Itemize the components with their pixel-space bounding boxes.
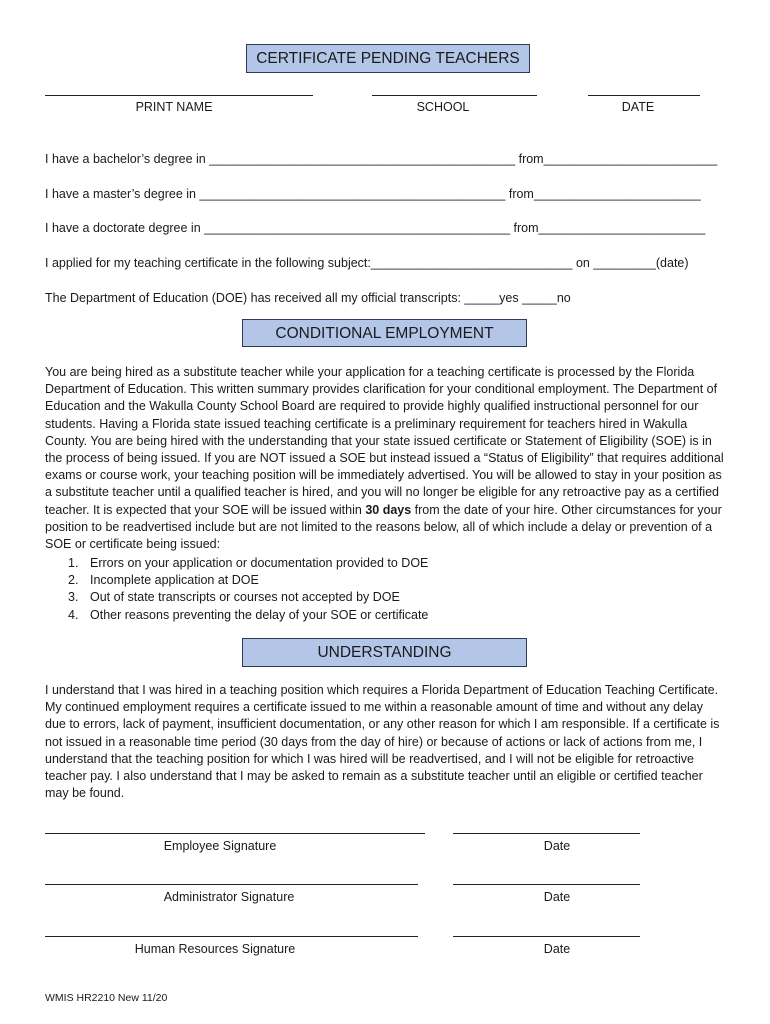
master-degree-field[interactable]: I have a master’s degree in ____________________________________________ from________________________: [45, 187, 701, 201]
school-line[interactable]: [372, 95, 537, 96]
administrator-date-label: Date: [543, 890, 571, 904]
administrator-date-line[interactable]: [453, 884, 640, 885]
list-item: 4. Other reasons preventing the delay of your SOE or certificate: [68, 607, 429, 622]
applied-subject-field[interactable]: I applied for my teaching certificate in the following subject:_____________________________ on _________(date): [45, 256, 689, 270]
hr-date-label: Date: [543, 942, 571, 956]
form-id-footer: WMIS HR2210 New 11/20: [45, 992, 168, 1004]
conditional-employment-text: [45, 364, 725, 553]
conditional-employment-heading: CONDITIONAL EMPLOYMENT: [242, 319, 527, 347]
conditional-text-part2: from the date of your hire. Other circumstances for your position to be readvertised include but are not limited to the reasons below, all of which include a delay or prevention of a SOE or certificate being issued:: [45, 502, 722, 552]
date-label: DATE: [621, 100, 655, 114]
transcripts-field[interactable]: The Department of Education (DOE) has received all my official transcripts: _____yes _____no: [45, 291, 571, 305]
thirty-days-emphasis: 30 days: [365, 502, 412, 517]
date-line[interactable]: [588, 95, 700, 96]
list-item: 2. Incomplete application at DOE: [68, 573, 259, 588]
administrator-signature-label: Administrator Signature: [163, 890, 295, 904]
conditional-text-part1: You are being hired as a substitute teacher while your application for a teaching certificate is processed by the Florida Department of Education. This written summary provides clarification for your conditional employment. The Department of Education and the Wakulla County School Board are required to provide highly qualified instructional personnel for our students. Having a Florida state issued teaching certificate is a preliminary requirement for teachers hired in Wakulla County. You are being hired with the understanding that your state issued certificate or Statement of Eligibility (SOE) is in the process of being issued. If you are NOT issued a SOE but instead issued a “Status of Eligibility” that requires additional exams or course work, your teaching position will be immediately advertised. You will be allowed to stay in your position as a substitute teacher until a qualified teacher is hired, and you will no longer be eligible for any retroactive pay as a certified teacher. It is expected that your SOE will be issued within: [45, 365, 724, 517]
administrator-signature-line[interactable]: [45, 884, 418, 885]
list-item: 3. Out of state transcripts or courses not accepted by DOE: [68, 590, 400, 605]
hr-date-line[interactable]: [453, 936, 640, 937]
hr-signature-label: Human Resources Signature: [134, 942, 296, 956]
employee-date-line[interactable]: [453, 833, 640, 834]
print-name-line[interactable]: [45, 95, 313, 96]
reasons-list: [68, 555, 428, 624]
form-title: CERTIFICATE PENDING TEACHERS: [246, 44, 530, 73]
bachelor-degree-field[interactable]: I have a bachelor’s degree in ____________________________________________ from_________________________: [45, 152, 718, 166]
print-name-label: PRINT NAME: [135, 100, 213, 114]
employee-signature-line[interactable]: [45, 833, 425, 834]
hr-signature-line[interactable]: [45, 936, 418, 937]
employee-date-label: Date: [543, 839, 571, 853]
doctorate-degree-field[interactable]: I have a doctorate degree in ____________________________________________ from________________________: [45, 221, 706, 235]
employee-signature-label: Employee Signature: [163, 839, 277, 853]
school-label: SCHOOL: [416, 100, 470, 114]
list-item: 1. Errors on your application or documentation provided to DOE: [68, 556, 429, 570]
understanding-heading: UNDERSTANDING: [242, 638, 527, 667]
understanding-text: I understand that I was hired in a teaching position which requires a Florida Department of Education Teaching Certificate. My continued employment requires a certificate issued to me within a reasonable amount of time and without any delay due to errors, lack of payment, insufficient documentation, or any other reason for which I am responsible. If a certificate is not issued in a reasonable time period (30 days from the day of hire) or because of actions or lack of actions from me, I understand that the teaching position for which I was hired will be readvertised, and I will not be eligible for retroactive teacher pay. I also understand that I may be asked to remain as a substitute teacher until an eligible or certified teacher may be found.: [45, 683, 720, 801]
